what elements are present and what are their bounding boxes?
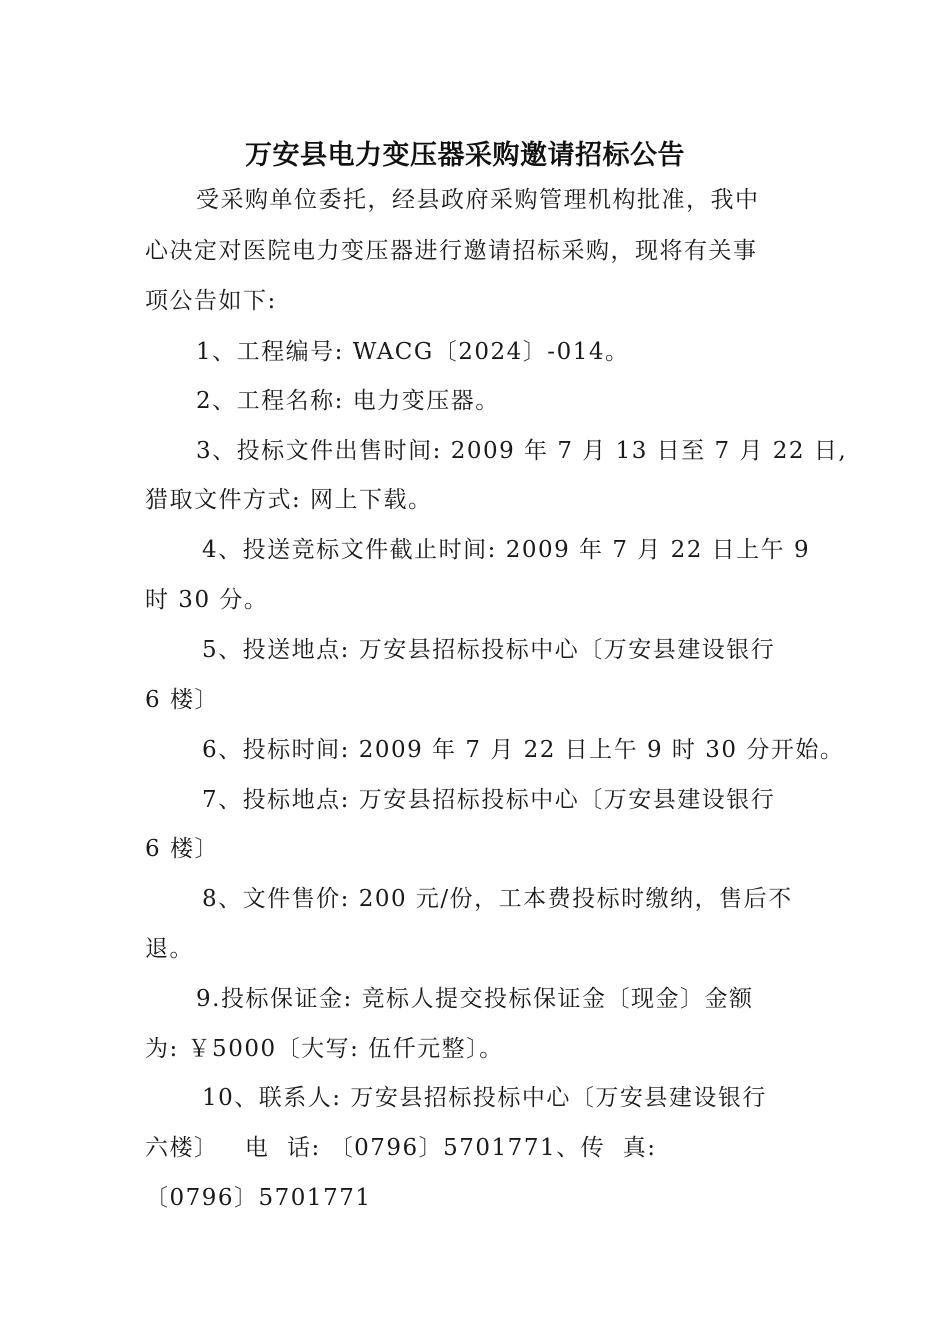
item-1: 1、工程编号: WACG〔2024〕-014。 — [196, 339, 630, 365]
item-7-line-2: 6 楼〕 — [145, 836, 219, 862]
item-7-line-1: 7、投标地点: 万安县招标投标中心〔万安县建设银行 — [202, 787, 776, 813]
intro-line-3: 项公告如下: — [145, 288, 277, 314]
item-4-line-1: 4、投送竞标文件截止时间: 2009 年 7 月 22 日上午 9 — [202, 537, 811, 563]
item-3-line-2: 猎取文件方式: 网上下载。 — [145, 487, 433, 513]
item-8-line-1: 8、文件售价: 200 元/份，工本费投标时缴纳，售后不 — [202, 886, 793, 912]
item-10-line-3: 〔0796〕5701771 — [145, 1185, 372, 1211]
item-4-line-2: 时 30 分。 — [145, 587, 269, 613]
item-10-line-1: 10、联系人: 万安县招标投标中心〔万安县建设银行 — [202, 1085, 767, 1111]
item-3-line-1: 3、投标文件出售时间: 2009 年 7 月 13 日至 7 月 22 日, — [196, 438, 848, 464]
item-6: 6、投标时间: 2009 年 7 月 22 日上午 9 时 30 分开始。 — [202, 737, 845, 763]
intro-line-1: 受采购单位委托，经县政府采购管理机构批准，我中 — [196, 187, 760, 213]
item-5-line-2: 6 楼〕 — [145, 687, 219, 713]
item-10-line-2: 六楼〕 电 话: 〔0796〕5701771、传 真: — [145, 1135, 657, 1161]
item-9-line-1: 9.投标保证金: 竞标人提交投标保证金〔现金〕金额 — [196, 986, 754, 1012]
intro-line-2: 心决定对医院电力变压器进行邀请招标采购，现将有关事 — [145, 238, 758, 264]
item-9-line-2: 为: ￥5000〔大写: 伍仟元整〕。 — [145, 1036, 504, 1062]
item-2: 2、工程名称: 电力变压器。 — [196, 388, 500, 414]
item-8-line-2: 退。 — [145, 936, 194, 962]
item-5-line-1: 5、投送地点: 万安县招标投标中心〔万安县建设银行 — [202, 637, 776, 663]
document-title: 万安县电力变压器采购邀请招标公告 — [245, 140, 685, 171]
